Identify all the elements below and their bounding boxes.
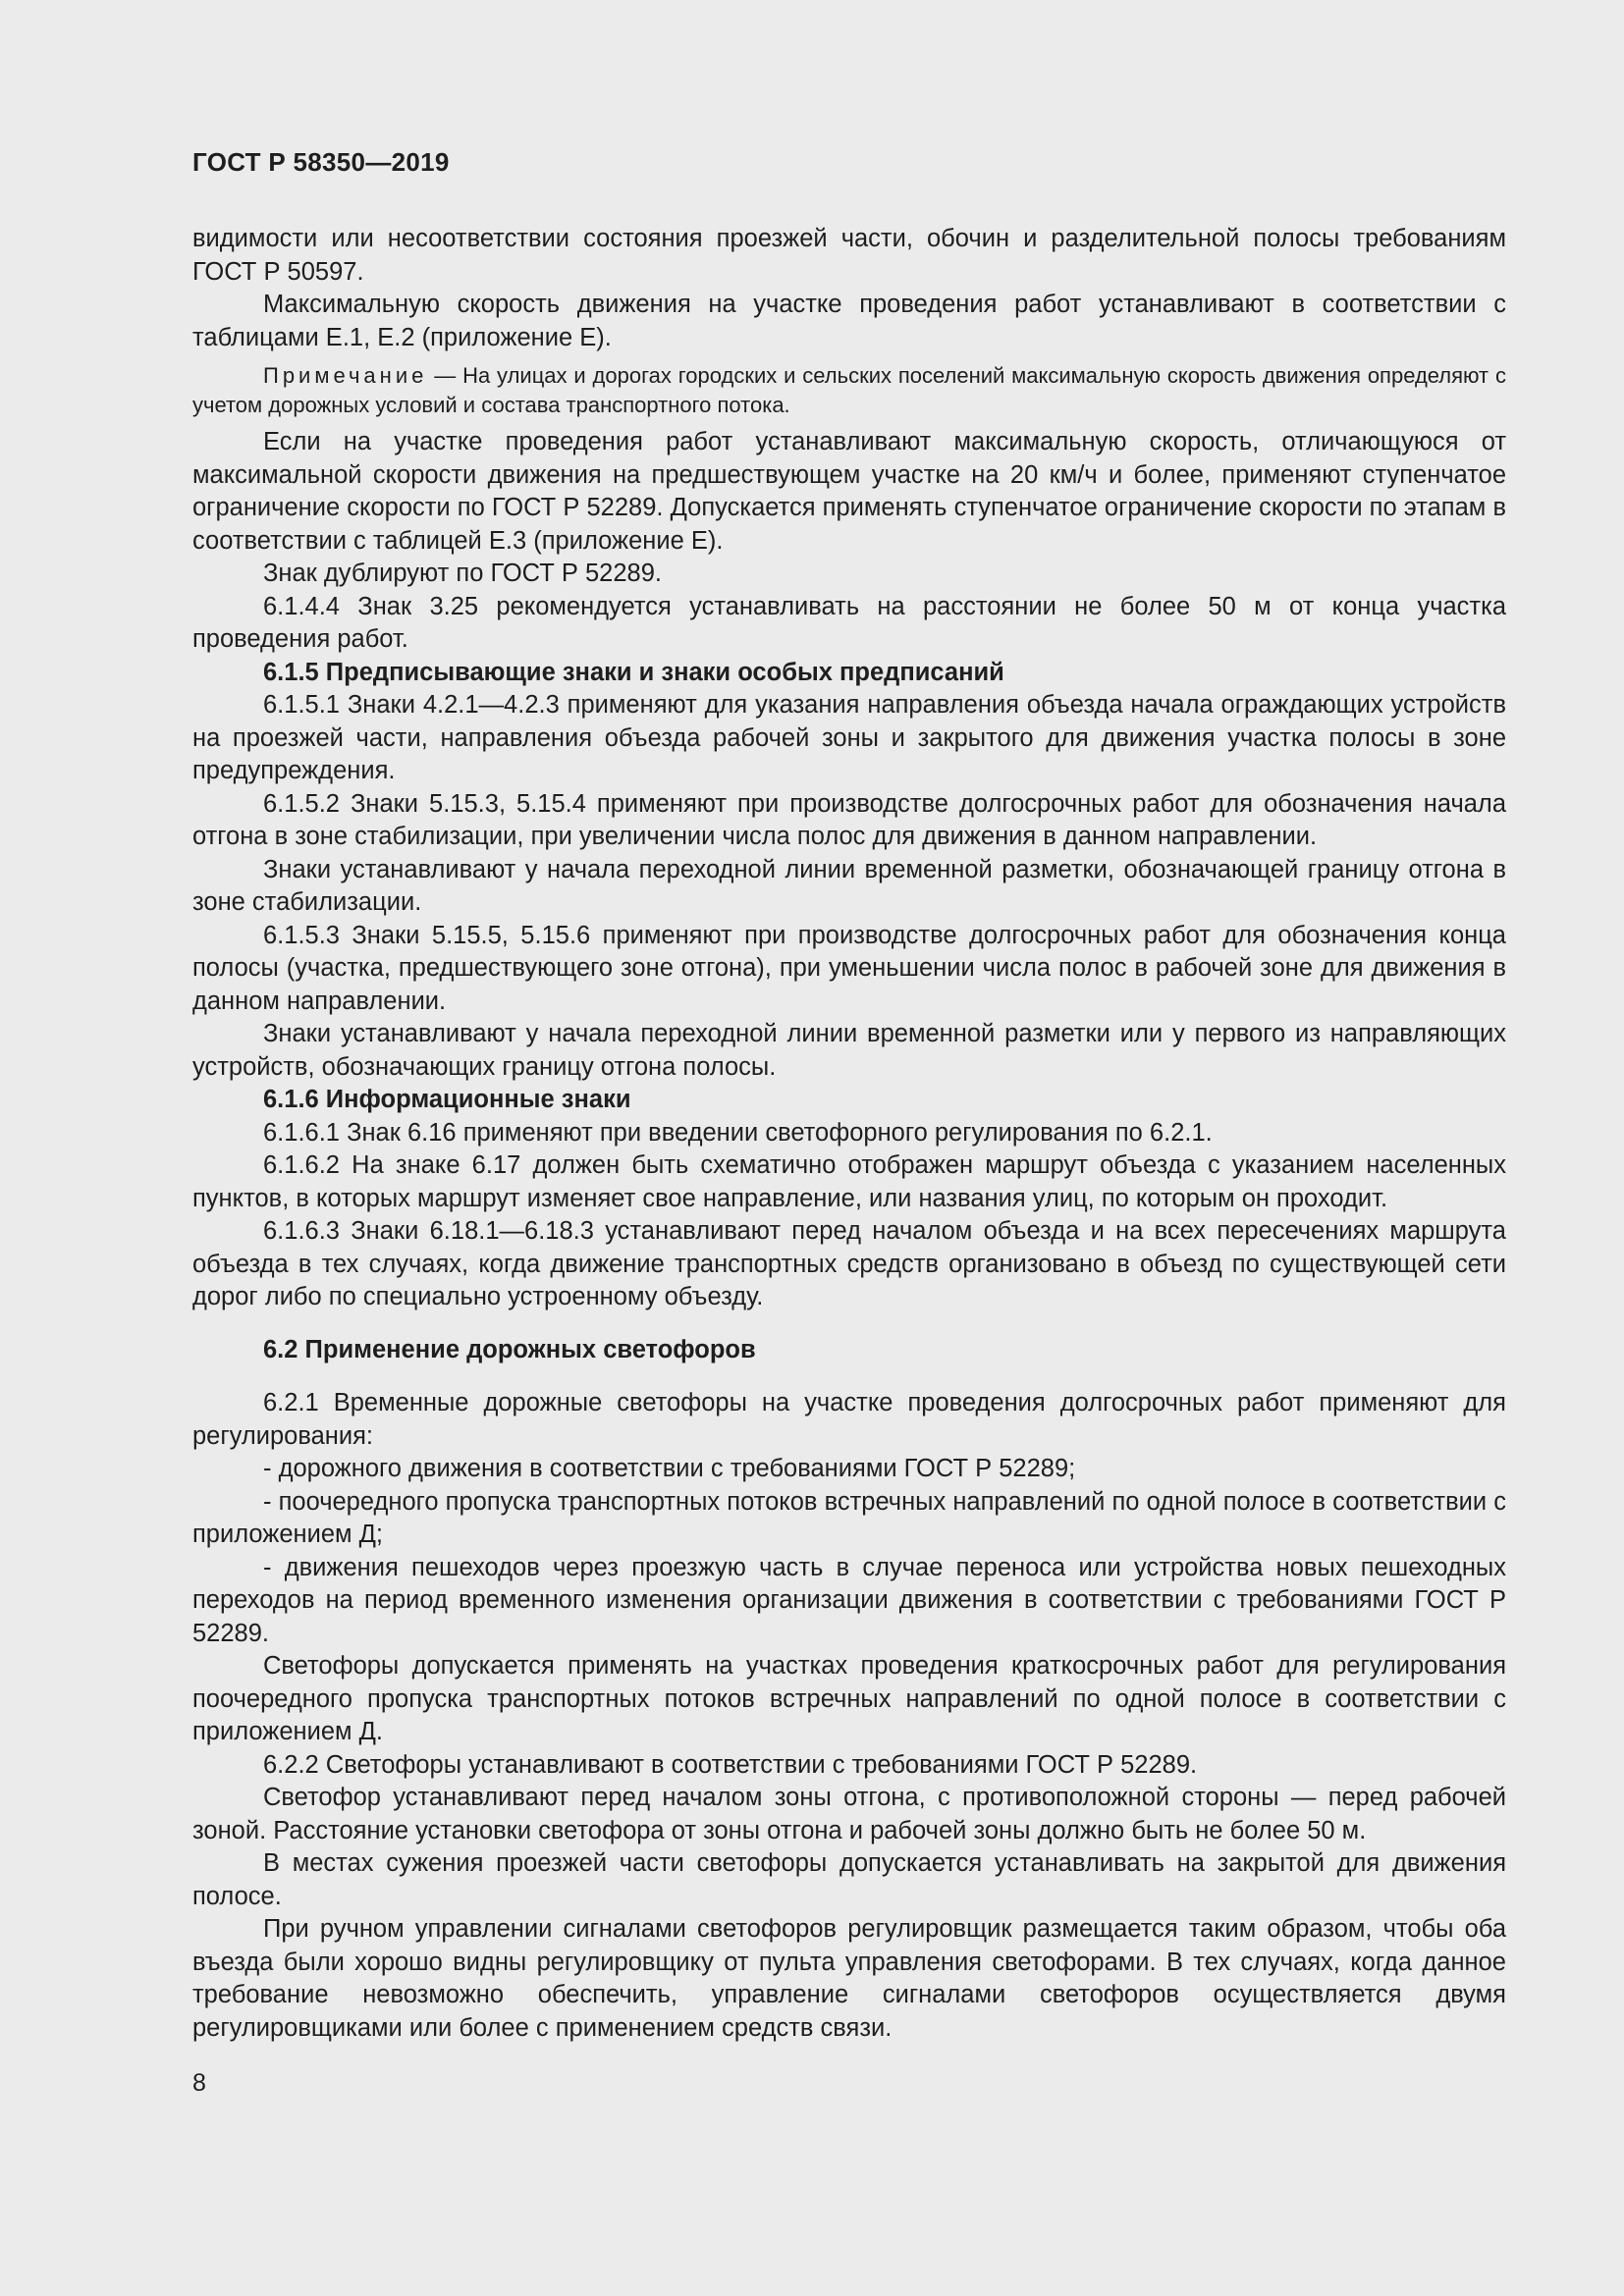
paragraph: 6.1.4.4 Знак 3.25 рекомендуется устанавливать на расстоянии не более 50 м от конца участка проведения работ.: [192, 592, 1506, 653]
subsection-heading: 6.1.6 Информационные знаки: [263, 1086, 631, 1113]
paragraph: 6.1.6.2 На знаке 6.17 должен быть схематично отображен маршрут объезда с указанием населенных пунктов, в которых маршрут изменяет свое направление, или названия улиц, по которым он проходит.: [192, 1151, 1506, 1212]
list-item: - поочередного пропуска транспортных потоков встречных направлений по одной полосе в соответствии с приложением Д;: [192, 1487, 1506, 1548]
note-text: — На улицах и дорогах городских и сельских поселений максимальную скорость движения определяют с учетом дорожных условий и состава транспортного потока.: [192, 363, 1506, 417]
paragraph: В местах сужения проезжей части светофоры допускается устанавливать на закрытой для движения полосе.: [192, 1849, 1506, 1910]
page-number: 8: [192, 2069, 206, 2097]
paragraph: Знаки устанавливают у начала переходной линии временной разметки или у первого из направляющих устройств, обозначающих границу отгона полосы.: [192, 1020, 1506, 1081]
paragraph: 6.2.1 Временные дорожные светофоры на участке проведения долгосрочных работ применяют для регулирования:: [192, 1389, 1506, 1450]
document-body: [192, 223, 1506, 2045]
paragraph: 6.1.6.3 Знаки 6.18.1—6.18.3 устанавливают перед началом объезда и на всех пересечениях маршрута объезда в тех случаях, когда движение транспортных средств организовано в объезд по существующей сети дорог либо по специально устроенному объезду.: [192, 1217, 1506, 1310]
paragraph: Знак дублируют по ГОСТ Р 52289.: [263, 560, 662, 587]
paragraph: Если на участке проведения работ устанавливают максимальную скорость, отличающуюся от максимальной скорости движения на предшествующем участке на 20 км/ч и более, применяют ступенчатое ограничение скорости по ГОСТ Р 52289. Допускается применять ступенчатое ограничение скорости по этапам в соответствии с таблицей Е.3 (приложение Е).: [192, 428, 1506, 555]
paragraph: Знаки устанавливают у начала переходной линии временной разметки, обозначающей границу отгона в зоне стабилизации.: [192, 855, 1506, 916]
paragraph: 6.1.5.2 Знаки 5.15.3, 5.15.4 применяют при производстве долгосрочных работ для обозначения начала отгона в зоне стабилизации, при увеличении числа полос для движения в данном направлении.: [192, 789, 1506, 850]
document-header: ГОСТ Р 58350—2019: [192, 147, 450, 177]
paragraph: 6.1.5.1 Знаки 4.2.1—4.2.3 применяют для указания направления объезда начала ограждающих устройств на проезжей части, направления объезда рабочей зоны и закрытого для движения участка полосы в зоне предупреждения.: [192, 691, 1506, 784]
list-item: - движения пешеходов через проезжую часть в случае переноса или устройства новых пешеходных переходов на период временного изменения организации движения в соответствии с требованиями ГОСТ Р 52289.: [192, 1553, 1506, 1647]
paragraph: видимости или несоответствии состояния проезжей части, обочин и разделительной полосы требованиям ГОСТ Р 50597.: [192, 225, 1506, 286]
subsection-heading: 6.1.5 Предписывающие знаки и знаки особых предписаний: [263, 658, 1004, 686]
paragraph: 6.2.2 Светофоры устанавливают в соответствии с требованиями ГОСТ Р 52289.: [263, 1750, 1198, 1779]
paragraph: 6.1.6.1 Знак 6.16 применяют при введении светофорного регулирования по 6.2.1.: [263, 1118, 1213, 1147]
note-label: Примечание: [263, 363, 428, 388]
paragraph: Светофор устанавливают перед началом зоны отгона, с противоположной стороны — перед рабочей зоной. Расстояние установки светофора от зоны отгона и рабочей зоны должно быть не более 50 м.: [192, 1784, 1506, 1844]
section-heading: 6.2 Применение дорожных светофоров: [263, 1335, 756, 1363]
note: [192, 361, 1506, 420]
paragraph: Светофоры допускается применять на участках проведения краткосрочных работ для регулирования поочередного пропуска транспортных потоков встречных направлений по одной полосе в соответствии с приложением Д.: [192, 1652, 1506, 1745]
list-item: - дорожного движения в соответствии с требованиями ГОСТ Р 52289;: [263, 1455, 1076, 1482]
paragraph: При ручном управлении сигналами светофоров регулировщик размещается таким образом, чтобы оба въезда были хорошо видны регулировщику от пульта управления светофорами. В тех случаях, когда данное требование невозможно обеспечить, управление сигналами светофоров осуществляется двумя регулировщиками или более с применением средств связи.: [192, 1915, 1506, 2042]
paragraph: 6.1.5.3 Знаки 5.15.5, 5.15.6 применяют при производстве долгосрочных работ для обозначения конца полосы (участка, предшествующего зоне отгона), при уменьшении числа полос в рабочей зоне для движения в данном направлении.: [192, 921, 1506, 1015]
paragraph: Максимальную скорость движения на участке проведения работ устанавливают в соответствии с таблицами Е.1, Е.2 (приложение Е).: [192, 291, 1506, 351]
